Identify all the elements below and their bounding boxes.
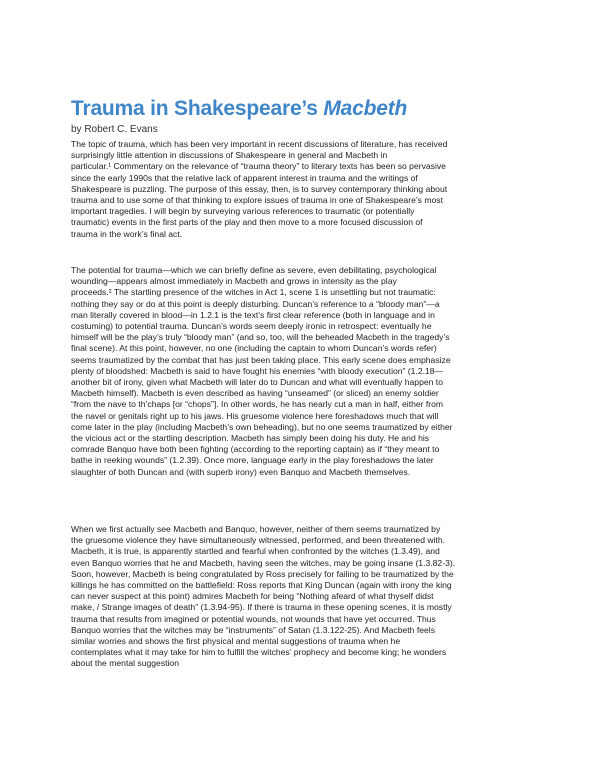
paragraph-line: seems traumatized by the combat that has just been taking place. This early scene does emphasize (71, 354, 451, 365)
paragraph-3 (71, 524, 531, 670)
paragraph-line: trauma in the work’s final act. (71, 228, 183, 239)
paragraph-line: plenty of bloodshed: Macbeth is said to have fought his enemies “with bloody execution” (1.2.18— (71, 365, 444, 376)
paragraph-line: important tragedies. I will begin by surveying various references to traumatic (or potentially (71, 206, 415, 217)
paragraph-line: costuming) to potential trauma. Duncan’s words seem deeply ironic in retrospect: eventually he (71, 321, 432, 332)
article-title-italic: Macbeth (323, 97, 408, 120)
paragraph-line: similar worries and shows the first physical and mental suggestions of trauma when he (71, 636, 401, 647)
paragraph-line: comrade Banquo have both been fighting (according to the reporting captain) as if “they meant to (71, 444, 440, 455)
article-title (71, 97, 407, 121)
paragraph-line: The topic of trauma, which has been very important in recent discussions of literature, has received (71, 139, 448, 149)
paragraph-line: can never suspect at this point) admires Macbeth for being “Nothing afeard of what thyself didst (71, 591, 434, 602)
article-title-main: Trauma in Shakespeare’s (71, 97, 324, 120)
paragraph-line: Soon, however, Macbeth is being congratulated by Ross precisely for failing to be traumatized by the (71, 568, 454, 579)
paragraph-1 (71, 139, 531, 240)
paragraph-line: the navel or genitals right up to his jaws. His gruesome violence here foreshadows much that will (71, 410, 439, 421)
paragraph-line: proceeds.² The startling presence of the witches in Act 1, scene 1 is unsettling but not traumatic: (71, 287, 436, 298)
paragraph-line: Shakespeare is puzzling. The purpose of this essay, then, is to survey contemporary thinking about (71, 183, 448, 194)
paragraph-line: another bit of irony, given what Macbeth will later do to Duncan and what will eventually happen to (71, 377, 443, 388)
paragraph-line: contemplates what it may take for him to fulfill the witches’ prophecy and become king; he wonders (71, 647, 447, 658)
paragraph-line: come later in the play (including Macbeth’s own beheading), but no one seems traumatized by either (71, 421, 453, 432)
paragraph-line: man literally covered in blood—in 1.2.1 is the text’s first clear reference (both in language and in (71, 309, 435, 320)
paragraph-line: trauma and to use some of that thinking to explore issues of trauma in one of Shakespeare’s most (71, 195, 443, 206)
paragraph-line: particular.¹ Commentary on the relevance of “trauma theory” to literary texts has been so pervasive (71, 161, 446, 172)
paragraph-2 (71, 265, 531, 478)
paragraph-line: bathe in reeking wounds” (1.2.39). Once more, language early in the play foreshadows the later (71, 455, 434, 466)
paragraph-line: slaughter of both Duncan and (with superb irony) even Banquo and Macbeth themselves. (71, 466, 411, 477)
paragraph-line: “from the nave to th’chaps [or “chops”]. In other words, he has nearly cut a man in half, either from (71, 399, 444, 410)
paragraph-line: about the mental suggestion (71, 658, 179, 669)
paragraph-line: the vicious act or the startling description. Macbeth has simply been doing his duty. He and his (71, 433, 430, 444)
paragraph-line: When we first actually see Macbeth and Banquo, however, neither of them seems traumatized by (71, 524, 441, 534)
paragraph-line: surprisingly little attention in discussions of Shakespeare in general and Macbeth in (71, 150, 388, 161)
paragraph-line: final scene). At this point, however, no one (including the captain to whom Duncan’s words refer) (71, 343, 437, 354)
paragraph-line: since the early 1990s that the relative lack of apparent interest in trauma and the writings of (71, 172, 418, 183)
article-author: by Robert C. Evans (71, 124, 158, 135)
paragraph-line: The potential for trauma—which we can briefly define as severe, even debilitating, psychological (71, 265, 437, 275)
paragraph-line: even Banquo worries that he and Macbeth, having seen the witches, may be going insane (1.3.82-3). (71, 557, 456, 568)
paragraph-line: make, / Strange images of death” (1.3.94-95). If there is trauma in these opening scenes, it is mostly (71, 602, 452, 613)
paragraph-line: himself will be the play’s truly “bloody man” (and so, too, will the beheaded Macbeth in the tragedy’s (71, 332, 450, 343)
paragraph-line: the gruesome violence they have simultaneously witnessed, performed, and been threatened with. (71, 535, 446, 546)
paragraph-line: traumatic) events in the first parts of the play and then move to a more focused discussion of (71, 217, 423, 228)
paragraph-line: nothing they say or do at this point is deeply disturbing. Duncan’s reference to a “bloody man”—a (71, 298, 440, 309)
paragraph-line: Macbeth himself). Macbeth is even described as having “unseamed” (or sliced) an enemy soldier (71, 388, 439, 399)
paragraph-line: wounding—appears almost immediately in Macbeth and grows in intensity as the play (71, 276, 397, 287)
paragraph-line: Macbeth, it is true, is apparently startled and fearful when confronted by the witches (1.3.49), and (71, 546, 440, 557)
paragraph-line: Banquo worries that the witches may be “instruments” of Satan (1.3.122-25). And Macbeth feels (71, 624, 435, 635)
paragraph-line: trauma that results from imagined or potential wounds, not wounds that have yet occurred. Thus (71, 613, 436, 624)
paragraph-line: killings he has committed on the battlefield: Ross reports that King Duncan (again with irony the king (71, 580, 452, 591)
